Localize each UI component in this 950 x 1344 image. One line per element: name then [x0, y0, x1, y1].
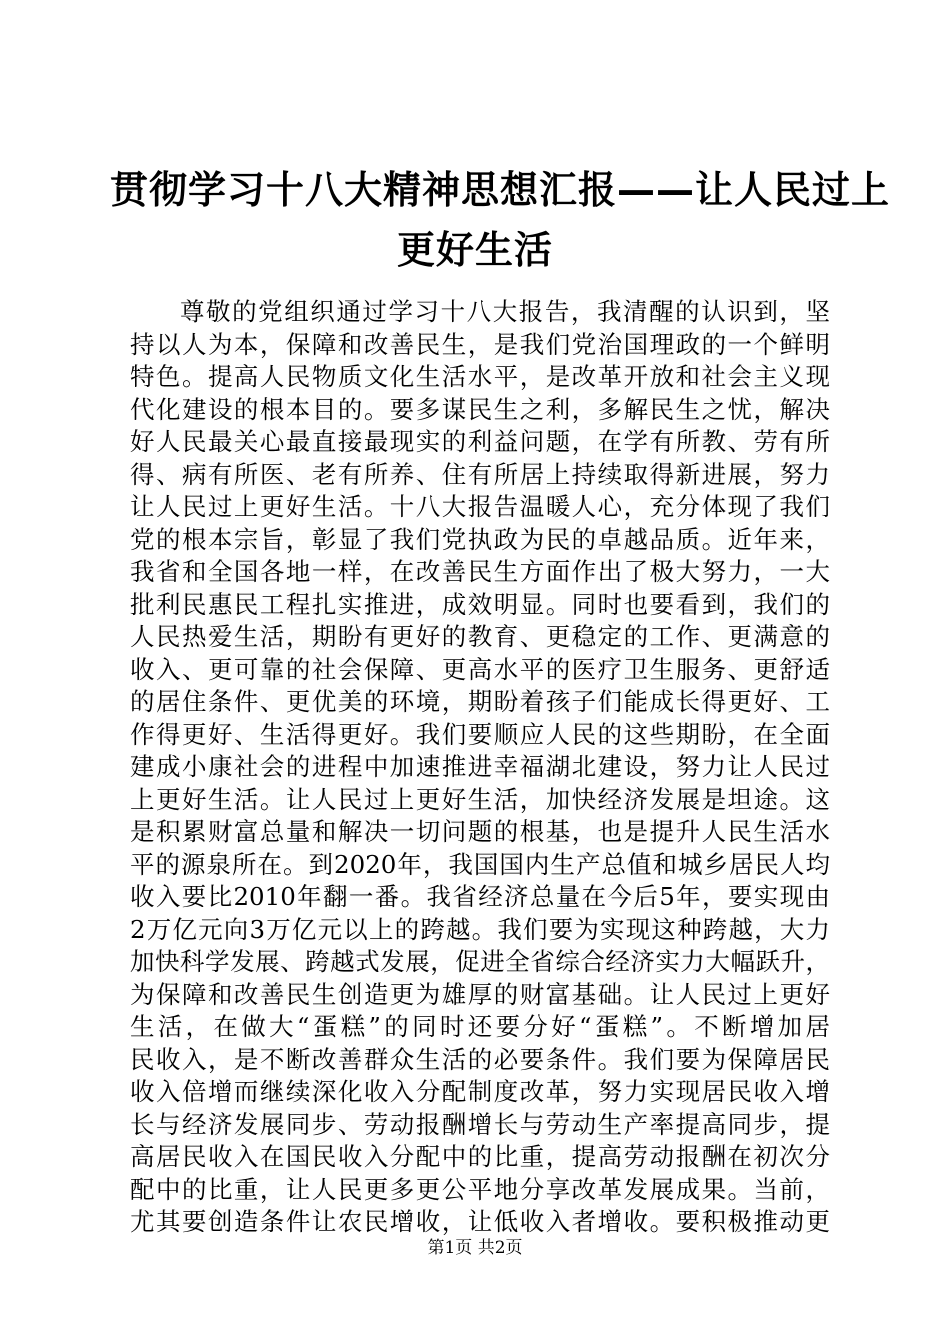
body-line: 配中的比重，让人民更多更公平地分享改革发展成果。当前，: [130, 1174, 830, 1204]
body-line: 为保障和改善民生创造更为雄厚的财富基础。让人民过上更好: [130, 979, 830, 1009]
document-body: [130, 296, 830, 1239]
body-line: 收入、更可靠的社会保障、更高水平的医疗卫生服务、更舒适: [130, 654, 830, 684]
body-line: 批利民惠民工程扎实推进，成效明显。同时也要看到，我们的: [130, 589, 830, 619]
body-line: 生活，在做大“蛋糕”的同时还要分好“蛋糕”。不断增加居: [130, 1012, 830, 1041]
document-title: [110, 160, 891, 280]
body-line: 上更好生活。让人民过上更好生活，加快经济发展是坦途。这: [130, 784, 830, 814]
body-line: 作得更好、生活得更好。我们要顺应人民的这些期盼，在全面: [130, 719, 830, 749]
body-line: 党的根本宗旨，彰显了我们党执政为民的卓越品质。近年来，: [130, 524, 830, 554]
body-line: 长与经济发展同步、劳动报酬增长与劳动生产率提高同步，提: [130, 1109, 830, 1139]
body-line: 好人民最关心最直接最现实的利益问题，在学有所教、劳有所: [130, 427, 830, 456]
body-line: 民收入，是不断改善群众生活的必要条件。我们要为保障居民: [130, 1044, 830, 1074]
body-line: 平的源泉所在。到2020年，我国国内生产总值和城乡居民人均: [130, 849, 830, 879]
body-line: 2万亿元向3万亿元以上的跨越。我们要为实现这种跨越，大力: [130, 914, 830, 944]
body-line: 人民热爱生活，期盼有更好的教育、更稳定的工作、更满意的: [130, 622, 830, 651]
body-line: 收入要比2010年翻一番。我省经济总量在今后5年，要实现由: [130, 882, 830, 911]
body-line: 持以人为本，保障和改善民生，是我们党治国理政的一个鲜明: [130, 329, 830, 359]
body-line: 收入倍增而继续深化收入分配制度改革，努力实现居民收入增: [130, 1077, 830, 1106]
body-line: 的居住条件、更优美的环境，期盼着孩子们能成长得更好、工: [130, 687, 830, 716]
title-line-1: 贯彻学习十八大精神思想汇报——让人民过上: [110, 168, 891, 212]
body-line: 我省和全国各地一样，在改善民生方面作出了极大努力，一大: [130, 557, 830, 586]
body-line: 加快科学发展、跨越式发展，促进全省综合经济实力大幅跃升，: [130, 947, 830, 976]
title-line-2: 更好生活: [396, 228, 553, 272]
body-line: 尊敬的党组织通过学习十八大报告，我清醒的认识到，坚: [180, 297, 830, 326]
page-footer: 第1页 共2页: [427, 1238, 523, 1258]
body-line: 尤其要创造条件让农民增收，让低收入者增收。要积极推动更: [130, 1207, 830, 1236]
body-line: 高居民收入在国民收入分配中的比重，提高劳动报酬在初次分: [130, 1142, 830, 1171]
body-line: 建成小康社会的进程中加速推进幸福湖北建设，努力让人民过: [130, 752, 830, 781]
body-line: 得、病有所医、老有所养、住有所居上持续取得新进展，努力: [130, 459, 830, 489]
body-line: 代化建设的根本目的。要多谋民生之利，多解民生之忧，解决: [130, 394, 830, 424]
body-line: 是积累财富总量和解决一切问题的根基，也是提升人民生活水: [130, 817, 830, 846]
body-line: 让人民过上更好生活。十八大报告温暖人心，充分体现了我们: [130, 492, 830, 521]
body-line: 特色。提高人民物质文化生活水平，是改革开放和社会主义现: [130, 362, 830, 391]
